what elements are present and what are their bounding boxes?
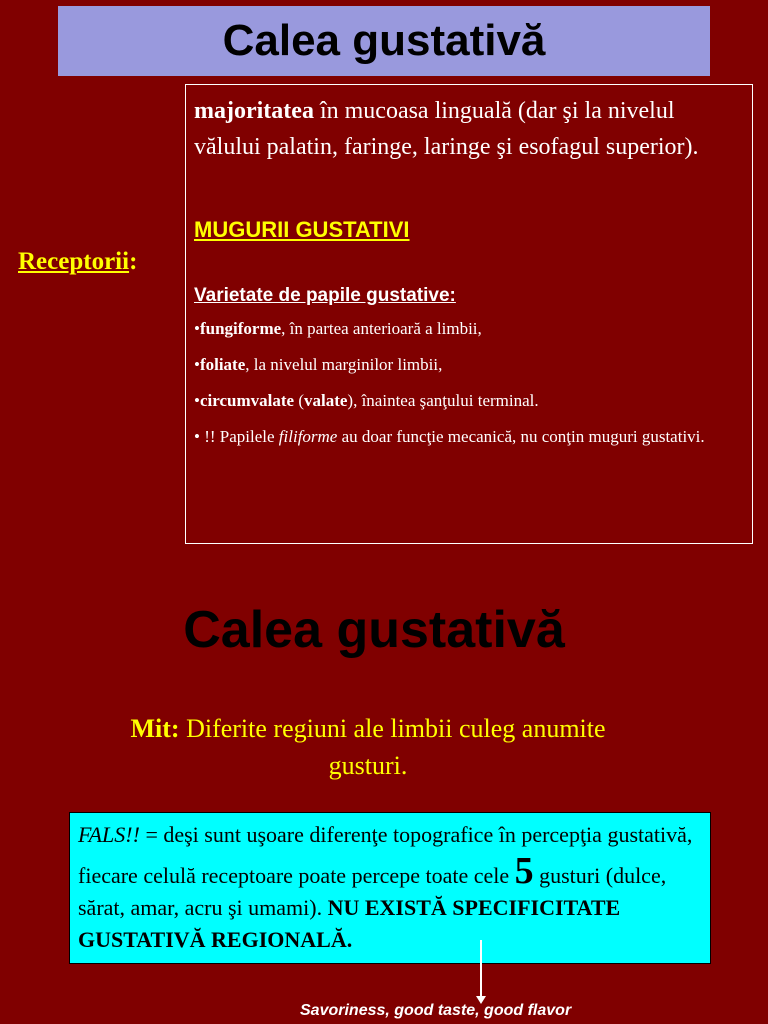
papillae-variety-heading: Varietate de papile gustative: [194, 285, 456, 306]
papilla-item-foliate [194, 354, 744, 376]
note-italic: filiforme [278, 427, 338, 446]
taste-count: 5 [514, 850, 534, 892]
papilla-desc: , în partea anterioară a limbii, [281, 319, 482, 338]
taste-buds-heading: MUGURII GUSTATIVI [194, 217, 410, 242]
fals-text-1: = deşi sunt uşoare diferenţe topografice în percepţia gustativă, fiecare celulă receptoare poate percepe toate cele [78, 822, 693, 888]
section-title: Calea gustativă [183, 601, 565, 659]
myth-label: Mit: [130, 714, 180, 743]
arrow-line [480, 940, 482, 1000]
papilla-name: fungiforme [199, 319, 282, 338]
fals-box [69, 812, 711, 964]
bullet: • [194, 391, 200, 410]
note-post: au doar funcţie mecanică, nu conţin muguri gustativi. [337, 427, 705, 446]
fals-conclusion: NU EXISTĂ SPECIFICITATE GUSTATIVĂ REGIONALĂ. [78, 895, 621, 952]
note-pre: • !! Papilele [194, 427, 279, 446]
receptors-colon: : [129, 248, 138, 275]
papilla-desc: , la nivelul marginilor limbii, [245, 355, 443, 374]
papilla-desc: ), înaintea şanţului terminal. [347, 391, 539, 410]
papilla-name: circumvalate [199, 391, 295, 410]
papilla-name: foliate [199, 355, 246, 374]
title-bar [58, 6, 710, 76]
bullet: • [194, 355, 200, 374]
papilla-mid: ( [294, 391, 304, 410]
myth-text: Diferite regiuni ale limbii culeg anumite gusturi. [179, 714, 606, 780]
receptors-label [18, 248, 137, 276]
filiform-note [194, 426, 744, 448]
umami-caption: Savoriness, good taste, good flavor [300, 1002, 572, 1019]
fals-label: FALS!! [78, 822, 140, 847]
papilla-item-fungiform [194, 318, 744, 340]
intro-paragraph [194, 93, 744, 165]
intro-text: în mucoasa linguală (dar şi la nivelul vălului palatin, faringe, laringe şi esofagul superior). [194, 98, 699, 160]
papilla-alt-name: valate [303, 391, 348, 410]
receptors-label-text: Receptorii [18, 248, 130, 275]
fals-text-2: gusturi (dulce, sărat, amar, acru şi umami). [78, 863, 667, 920]
bullet: • [194, 319, 200, 338]
receptors-info-box [185, 84, 753, 544]
page-title: Calea gustativă [222, 16, 546, 65]
intro-bold: majoritatea [194, 98, 314, 124]
myth-statement [118, 710, 618, 784]
papilla-item-circumvallate [194, 390, 744, 412]
